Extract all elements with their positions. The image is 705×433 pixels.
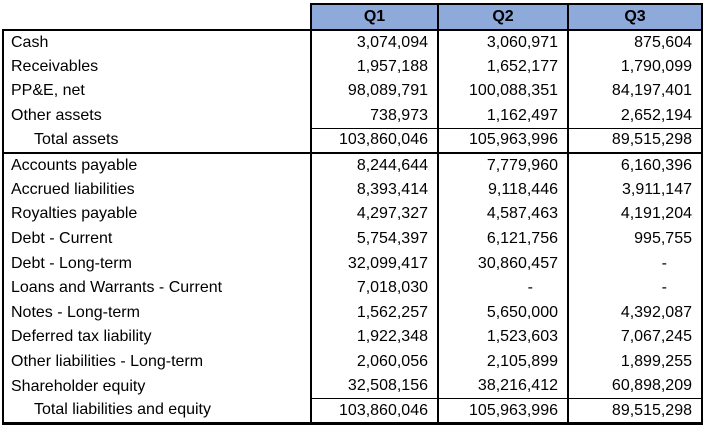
table-row <box>3 202 702 227</box>
cell-q3: 3,911,147 <box>568 178 702 203</box>
cell-q3: 1,899,255 <box>568 350 702 375</box>
row-label: Other assets <box>3 104 311 129</box>
cell-q1: 1,957,188 <box>311 55 438 80</box>
column-header-q3: Q3 <box>568 4 702 30</box>
cell-q2: 2,105,899 <box>438 350 568 375</box>
cell-q3: 7,067,245 <box>568 325 702 350</box>
table-row <box>3 55 702 80</box>
table-row <box>3 301 702 326</box>
cell-q3: 84,197,401 <box>568 79 702 104</box>
row-label: Shareholder equity <box>3 374 311 399</box>
cell-q2: 1,652,177 <box>438 55 568 80</box>
table-row <box>3 276 702 301</box>
cell-q3: 4,392,087 <box>568 301 702 326</box>
cell-q3: 89,515,298 <box>568 399 702 424</box>
cell-q1: 103,860,046 <box>311 399 438 424</box>
table-row <box>3 178 702 203</box>
row-label: Accrued liabilities <box>3 178 311 203</box>
cell-q1: 5,754,397 <box>311 227 438 252</box>
cell-q3: - <box>568 276 702 301</box>
table-row <box>3 251 702 276</box>
cell-q1: 4,297,327 <box>311 202 438 227</box>
table-row <box>3 325 702 350</box>
cell-q3: 4,191,204 <box>568 202 702 227</box>
table-row <box>3 128 702 153</box>
cell-q3: 2,652,194 <box>568 104 702 129</box>
row-label: Total liabilities and equity <box>3 399 311 424</box>
cell-q1: 1,562,257 <box>311 301 438 326</box>
column-header-q2: Q2 <box>438 4 568 30</box>
cell-q1: 2,060,056 <box>311 350 438 375</box>
cell-q2: 105,963,996 <box>438 128 568 153</box>
table-row <box>3 399 702 424</box>
cell-q1: 98,089,791 <box>311 79 438 104</box>
cell-q2: 5,650,000 <box>438 301 568 326</box>
corner-cell <box>3 4 311 30</box>
cell-q2: 1,162,497 <box>438 104 568 129</box>
row-label: Other liabilities - Long-term <box>3 350 311 375</box>
row-label: PP&E, net <box>3 79 311 104</box>
table-row <box>3 79 702 104</box>
cell-q1: 8,244,644 <box>311 153 438 178</box>
row-label: Deferred tax liability <box>3 325 311 350</box>
row-label: Receivables <box>3 55 311 80</box>
row-label: Cash <box>3 30 311 55</box>
header-row <box>3 4 702 30</box>
cell-q2: 30,860,457 <box>438 251 568 276</box>
table-row <box>3 104 702 129</box>
cell-q1: 7,018,030 <box>311 276 438 301</box>
row-label: Accounts payable <box>3 153 311 178</box>
table-row <box>3 374 702 399</box>
row-label: Total assets <box>3 128 311 153</box>
cell-q2: 100,088,351 <box>438 79 568 104</box>
cell-q2: - <box>438 276 568 301</box>
cell-q2: 6,121,756 <box>438 227 568 252</box>
cell-q1: 8,393,414 <box>311 178 438 203</box>
cell-q3: 995,755 <box>568 227 702 252</box>
balance-sheet-table <box>2 3 703 425</box>
table-row <box>3 30 702 55</box>
table-row <box>3 350 702 375</box>
cell-q3: 60,898,209 <box>568 374 702 399</box>
table-row <box>3 153 702 178</box>
cell-q1: 3,074,094 <box>311 30 438 55</box>
column-header-q1: Q1 <box>311 4 438 30</box>
cell-q1: 103,860,046 <box>311 128 438 153</box>
cell-q2: 7,779,960 <box>438 153 568 178</box>
row-label: Loans and Warrants - Current <box>3 276 311 301</box>
cell-q3: - <box>568 251 702 276</box>
cell-q2: 3,060,971 <box>438 30 568 55</box>
row-label: Debt - Long-term <box>3 251 311 276</box>
cell-q2: 9,118,446 <box>438 178 568 203</box>
cell-q2: 105,963,996 <box>438 399 568 424</box>
table-body <box>3 30 702 424</box>
row-label: Debt - Current <box>3 227 311 252</box>
cell-q3: 6,160,396 <box>568 153 702 178</box>
cell-q3: 875,604 <box>568 30 702 55</box>
cell-q1: 32,099,417 <box>311 251 438 276</box>
cell-q1: 32,508,156 <box>311 374 438 399</box>
cell-q3: 89,515,298 <box>568 128 702 153</box>
cell-q1: 738,973 <box>311 104 438 129</box>
cell-q3: 1,790,099 <box>568 55 702 80</box>
table-row <box>3 227 702 252</box>
cell-q2: 38,216,412 <box>438 374 568 399</box>
cell-q1: 1,922,348 <box>311 325 438 350</box>
row-label: Royalties payable <box>3 202 311 227</box>
row-label: Notes - Long-term <box>3 301 311 326</box>
cell-q2: 4,587,463 <box>438 202 568 227</box>
cell-q2: 1,523,603 <box>438 325 568 350</box>
